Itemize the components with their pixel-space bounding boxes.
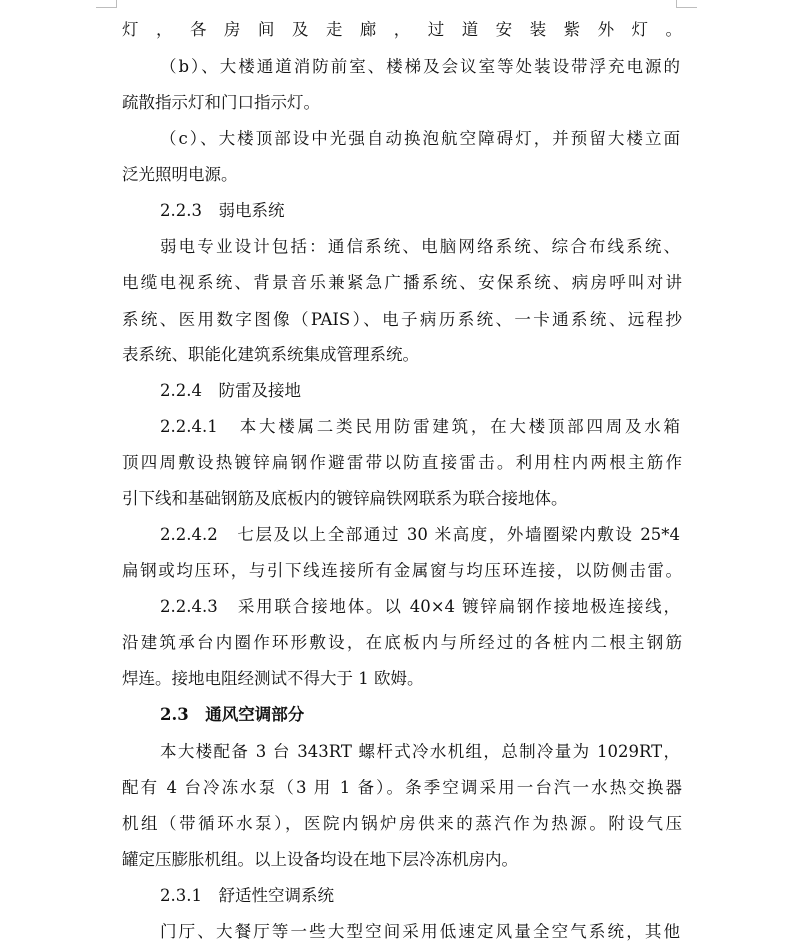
text-line: 罐定压膨胀机组。以上设备均设在地下层冷冻机房内。	[122, 850, 518, 869]
text-line: 弱电专业设计包括：通信系统、电脑网络系统、综合布线系统、	[160, 237, 680, 256]
text-line: 2.2.4.2 七层及以上全部通过 30 米高度，外墙圈梁内敷设 25*4	[160, 525, 680, 544]
text-line: （c）、大楼顶部设中光强自动换泡航空障碍灯，并预留大楼立面	[160, 129, 680, 148]
section-heading-bold: 2.3 通风空调部分	[160, 705, 305, 724]
text-line: 表系统、职能化建筑系统集成管理系统。	[122, 345, 419, 364]
text-line: 电缆电视系统、背景音乐兼紧急广播系统、安保系统、病房呼叫对讲	[122, 273, 682, 292]
text-line: 配有 4 台冷冻水泵（3 用 1 备）。条季空调采用一台汽一水热交换器	[122, 778, 682, 797]
text-line: 系统、医用数字图像（PAIS）、电子病历系统、一卡通系统、远程抄	[122, 310, 682, 329]
text-line: 焊连。接地电阻经测试不得大于 1 欧姆。	[122, 669, 424, 688]
text-line: 机组（带循环水泵），医院内锅炉房供来的蒸汽作为热源。附设气压	[122, 814, 682, 833]
page-corner-mark-left	[96, 0, 117, 8]
text-line: 引下线和基础钢筋及底板内的镀锌扁铁网联系为联合接地体。	[122, 489, 568, 508]
page-corner-mark-right	[676, 0, 697, 8]
section-heading: 2.3.1 舒适性空调系统	[160, 886, 334, 905]
text-line: 本大楼配备 3 台 343RT 螺杆式冷水机组，总制冷量为 1029RT，	[160, 742, 680, 761]
text-line: （b）、大楼通道消防前室、楼梯及会议室等处装设带浮充电源的	[160, 57, 680, 76]
text-line: 2.2.4.1 本大楼属二类民用防雷建筑，在大楼顶部四周及水箱	[160, 417, 680, 436]
text-line: 顶四周敷设热镀锌扁钢作避雷带以防直接雷击。利用柱内两根主筋作	[122, 453, 682, 472]
text-line: 2.2.4.3 采用联合接地体。以 40×4 镀锌扁钢作接地极连接线，	[160, 597, 680, 616]
section-heading: 2.2.3 弱电系统	[160, 201, 285, 220]
text-line: 门厅、大餐厅等一些大型空间采用低速定风量全空气系统，其他	[160, 922, 680, 941]
section-heading: 2.2.4 防雷及接地	[160, 381, 301, 400]
text-line: 疏散指示灯和门口指示灯。	[122, 93, 320, 112]
text-line: 沿建筑承台内圈作环形敷设，在底板内与所经过的各桩内二根主钢筋	[122, 633, 682, 652]
text-line: 泛光照明电源。	[122, 165, 238, 184]
text-line: 灯，各房间及走廊，过道安装紫外灯。	[122, 20, 682, 39]
text-line: 扁钢或均压环，与引下线连接所有金属窗与均压环连接，以防侧击雷。	[122, 561, 682, 580]
